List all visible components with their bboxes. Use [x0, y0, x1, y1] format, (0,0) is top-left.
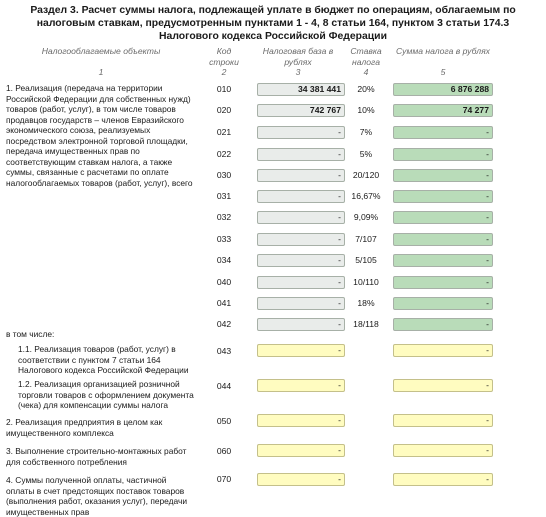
tax-base-field[interactable]: - — [257, 297, 345, 310]
col-num-4: 4 — [363, 67, 369, 77]
tax-rate: 20% — [357, 84, 375, 94]
tax-rate: 10% — [357, 105, 375, 115]
header-rate: Ставка налога — [350, 46, 382, 67]
tax-base-field[interactable]: 34 381 441 — [257, 83, 345, 96]
tax-sum-input[interactable]: - — [393, 473, 493, 486]
col-num-2: 2 — [221, 67, 227, 77]
row-code: 042 — [216, 319, 232, 329]
tax-sum-field[interactable]: - — [393, 276, 493, 289]
header-sum: Сумма налога в рублях — [396, 46, 490, 56]
section-title-line-1: Раздел 3. Расчет суммы налога, подлежащей уплате в бюджет по операциям, облагаемым по — [30, 5, 516, 16]
tax-base-input[interactable]: - — [257, 344, 345, 357]
tax-sum-field[interactable]: - — [393, 318, 493, 331]
tax-rate: 9,09% — [353, 212, 379, 222]
row-desc-main: 1. Реализация (передача на территории Российской Федерации для собственных нужд) товаров (работ, услуг), в том числе товаров продавцов государств – членов Евразийского экономического союза, реализуемых посредством электронной торговой площадки, передача имущественных прав по соответствующим ставкам налога, а также суммы, связанные с расчетами по оплате налогооблагаемых товаров (работ, услуг), всего — [6, 83, 193, 188]
row-desc: 3. Выполнение строительно-монтажных работ для собственного потребления — [6, 446, 187, 467]
tax-base-field[interactable]: - — [257, 318, 345, 331]
tax-sum-input[interactable]: - — [393, 414, 493, 427]
tax-base-field[interactable]: - — [257, 276, 345, 289]
section-title-line-2: налоговым ставкам, предусмотренным пунктами 1 - 4, 8 статьи 164, пунктом 3 статьи 174.3 — [36, 18, 510, 29]
tax-sum-field[interactable]: - — [393, 233, 493, 246]
tax-base-input[interactable]: - — [257, 473, 345, 486]
tax-sum-field[interactable]: 74 277 — [393, 104, 493, 117]
tax-sum-input[interactable]: - — [393, 444, 493, 457]
section-title — [0, 4, 546, 43]
tax-rate: 20/120 — [352, 170, 380, 180]
row-desc: 2. Реализация предприятия в целом как имущественного комплекса — [6, 417, 163, 438]
col-num-1: 1 — [98, 67, 104, 77]
row-code: 031 — [216, 191, 232, 201]
section-title-line-3: Налогового кодекса Российской Федерации — [159, 31, 387, 42]
tax-sum-field[interactable]: - — [393, 254, 493, 267]
row-code: 010 — [216, 84, 232, 94]
row-code: 034 — [216, 255, 232, 265]
col-num-5: 5 — [440, 67, 446, 77]
row-desc: 1.1. Реализация товаров (работ, услуг) в соответствии с пунктом 7 статьи 164 Налогового кодекса Российской Федерации — [18, 344, 189, 375]
row-code: 020 — [216, 105, 232, 115]
row-code: 032 — [216, 212, 232, 222]
tax-base-input[interactable]: - — [257, 444, 345, 457]
row-code: 044 — [216, 381, 232, 391]
row-code: 060 — [216, 446, 232, 456]
tax-base-field[interactable]: - — [257, 190, 345, 203]
tax-sum-input[interactable]: - — [393, 344, 493, 357]
row-code: 040 — [216, 277, 232, 287]
tax-base-input[interactable]: - — [257, 379, 345, 392]
row-code: 043 — [216, 346, 232, 356]
tax-sum-field[interactable]: - — [393, 148, 493, 161]
tax-base-field[interactable]: - — [257, 254, 345, 267]
tax-rate: 10/110 — [353, 277, 379, 287]
tax-base-field[interactable]: - — [257, 211, 345, 224]
col-num-3: 3 — [295, 67, 301, 77]
row-code: 022 — [216, 149, 232, 159]
row-code: 070 — [216, 474, 232, 484]
tax-base-field[interactable]: 742 767 — [257, 104, 345, 117]
tax-sum-field[interactable]: - — [393, 169, 493, 182]
row-desc: 1.2. Реализация организацией розничной торговли товаров с оформлением документа (чека) для компенсации суммы налога — [18, 379, 194, 410]
tax-sum-field[interactable]: - — [393, 297, 493, 310]
row-desc: 4. Суммы полученной оплаты, частичной оплаты в счет предстоящих поставок товаров (выполнения работ, оказания услуг), передачи имущественных прав — [6, 475, 188, 517]
header-base: Налоговая база в рублях — [262, 46, 334, 67]
tax-sum-field[interactable]: - — [393, 190, 493, 203]
row-code: 033 — [216, 234, 232, 244]
tax-sum-field[interactable]: 6 876 288 — [393, 83, 493, 96]
row-code: 050 — [216, 416, 232, 426]
row-code: 041 — [216, 298, 232, 308]
tax-base-field[interactable]: - — [257, 126, 345, 139]
tax-rate: 5% — [359, 149, 373, 159]
tax-rate: 18% — [357, 298, 375, 308]
header-code: Код строки — [209, 46, 239, 67]
tax-sum-field[interactable]: - — [393, 126, 493, 139]
tax-rate: 5/105 — [355, 255, 377, 265]
header-objects: Налогооблагаемые объекты — [41, 46, 161, 56]
tax-rate: 7% — [359, 127, 373, 137]
tax-base-field[interactable]: - — [257, 169, 345, 182]
tax-base-field[interactable]: - — [257, 233, 345, 246]
tax-rate: 7/107 — [355, 234, 377, 244]
tax-base-field[interactable]: - — [257, 148, 345, 161]
tax-base-input[interactable]: - — [257, 414, 345, 427]
row-code: 030 — [216, 170, 232, 180]
including-label: в том числе: — [6, 329, 55, 339]
tax-sum-field[interactable]: - — [393, 211, 493, 224]
tax-sum-input[interactable]: - — [393, 379, 493, 392]
row-code: 021 — [216, 127, 232, 137]
tax-rate: 18/118 — [353, 319, 379, 329]
tax-rate: 16,67% — [351, 191, 381, 201]
